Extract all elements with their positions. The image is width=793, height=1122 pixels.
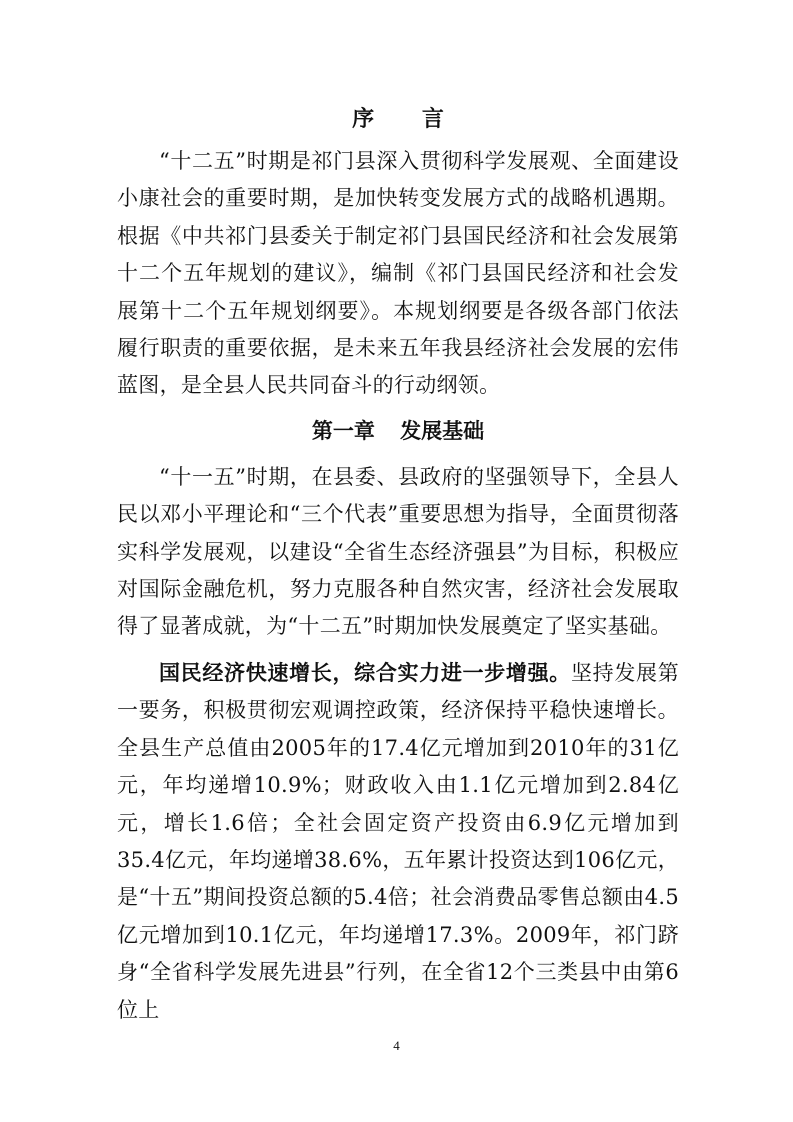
- preface-paragraph: “十二五”时期是祁门县深入贯彻科学发展观、全面建设小康社会的重要时期，是加快转变发展方式的战略机遇期。根据《中共祁门县委关于制定祁门县国民经济和社会发展第十二个五年规划的建议》，编制《祁门县国民经济和社会发展第十二个五年规划纲要》。本规划纲要是各级各部门依法履行职责的重要依据，是未来五年我县经济社会发展的宏伟蓝图，是全县人民共同奋斗的行动纲领。: [117, 149, 679, 398]
- chapter-intro-paragraph: “十一五”时期，在县委、县政府的坚强领导下，全县人民以邓小平理论和“三个代表”重要思想为指导，全面贯彻落实科学发展观，以建设“全省生态经济强县”为目标，积极应对国际金融危机，努力克服各种自然灾害，经济社会发展取得了显著成就，为“十二五”时期加快发展奠定了坚实基础。: [117, 464, 679, 639]
- chapter-title: 第一章 发展基础: [311, 417, 485, 443]
- section-lead-heading: 国民经济快速增长，综合实力进一步增强。: [159, 659, 571, 685]
- section-body-text: 坚持发展第一要务，积极贯彻宏观调控政策，经济保持平稳快速增长。全县生产总值由2005年的17.4亿元增加到2010年的31亿元，年均递增10.9%；财政收入由1.1亿元增加到2.84亿元，增长1.6倍；全社会固定资产投资由6.9亿元增加到35.4亿元，年均递增38.6%，五年累计投资达到106亿元，是“十五”期间投资总额的5.4倍；社会消费品零售总额由4.5亿元增加到10.1亿元，年均递增17.3%。2009年，祁门跻身“全省科学发展先进县”行列，在全省12个三类县中由第6位上: [117, 660, 679, 1022]
- page-number: 4: [393, 1038, 400, 1053]
- section-paragraph: [117, 654, 679, 1029]
- preface-title: 序 言: [352, 106, 464, 132]
- page-content: [117, 101, 679, 1029]
